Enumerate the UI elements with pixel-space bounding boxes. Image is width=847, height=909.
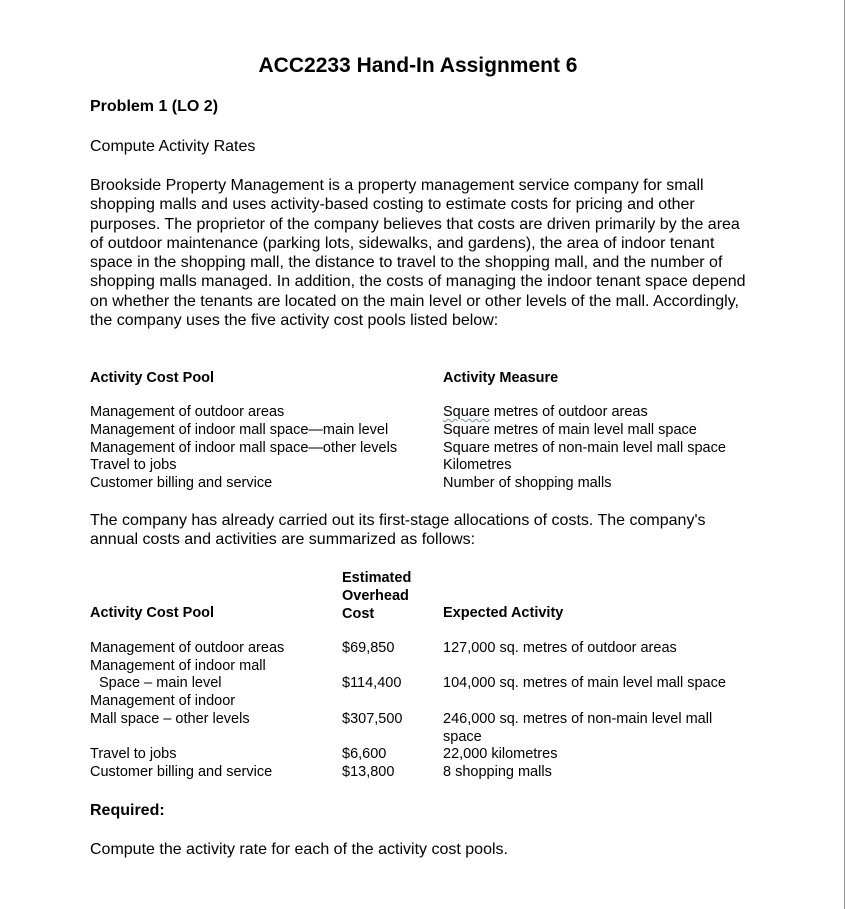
table1-pool-cell: Travel to jobs <box>90 457 177 474</box>
spellcheck-flagged-word: Square <box>443 404 490 420</box>
table2-activity-cell: 127,000 sq. metres of outdoor areas <box>443 640 677 656</box>
table1-pool-cell: Customer billing and service <box>90 475 273 492</box>
table2-pool-cell: Customer billing and service <box>90 764 273 780</box>
table2-header-cost: Estimated Overhead Cost <box>342 570 412 622</box>
summary-paragraph: The company has already carried out its first-stage allocations of costs. The company's annual costs and activities are summarized as follows: <box>90 512 706 549</box>
required-heading: Required: <box>90 802 165 819</box>
table1-measure-rest: metres of outdoor areas <box>489 404 648 420</box>
table1-measure-cell <box>443 404 726 422</box>
table2-pool-cell: Management of indoor <box>90 693 236 709</box>
table1-pool-cell: Management of indoor mall space—other levels <box>90 439 398 456</box>
table1-pool-cell: Management of indoor mall space—main level <box>90 421 389 438</box>
table2-pool-cell-line2: Space – main level <box>99 675 222 691</box>
intro-paragraph: Brookside Property Management is a property management service company for small shopping malls and uses activity-based costing to estimate costs for pricing and other purposes. The proprietor of the company believes that costs are driven primarily by the area of outdoor maintenance (parking lots, sidewalks, and gardens), the area of indoor tenant space in the shopping mall, the distance to travel to the shopping mall, and the number of shopping malls managed. In addition, the costs of managing the indoor tenant space depend on whether the tenants are located on the main level or other levels of the mall. Accordingly, the company uses the five activity cost pools listed below: <box>90 177 746 330</box>
table2-header-pool: Activity Cost Pool <box>90 605 215 621</box>
table1-measure-cell: Square metres of main level mall space <box>443 421 697 438</box>
table2-activity-cell: 22,000 kilometres <box>443 746 558 762</box>
table2-activity-cell: 8 shopping malls <box>443 764 552 780</box>
table1-pool-column <box>90 404 397 493</box>
table2-cost-cell: $6,600 <box>342 746 387 762</box>
table2-cost-cell: $114,400 <box>342 675 402 691</box>
table1-pool-cell: Management of outdoor areas <box>90 404 285 420</box>
table2-cost-cell: $13,800 <box>342 764 395 780</box>
table2-pool-cell-line2: Mall space – other levels <box>90 711 250 727</box>
table2-header-activity: Expected Activity <box>443 605 564 621</box>
table1-measure-cell: Kilometres <box>443 457 512 474</box>
problem-subtitle: Compute Activity Rates <box>90 138 256 155</box>
table2-pool-cell: Management of outdoor areas <box>90 640 285 656</box>
document-title: ACC2233 Hand-In Assignment 6 <box>258 54 578 77</box>
table2-activity-cell: 246,000 sq. metres of non-main level mall space <box>443 711 713 745</box>
table1-measure-column <box>443 404 726 493</box>
required-instruction: Compute the activity rate for each of the activity cost pools. <box>90 841 508 858</box>
table2-pool-cell: Travel to jobs <box>90 746 177 762</box>
problem-heading: Problem 1 (LO 2) <box>90 98 219 115</box>
table1-measure-cell: Square metres of non-main level mall space <box>443 439 726 456</box>
table1-header-pool: Activity Cost Pool <box>90 370 215 386</box>
table2-cost-cell: $307,500 <box>342 711 403 727</box>
table1-measure-cell: Number of shopping malls <box>443 475 612 492</box>
table1-header-measure: Activity Measure <box>443 370 559 386</box>
table2-cost-cell: $69,850 <box>342 640 395 656</box>
table2-pool-cell: Management of indoor mall <box>90 658 266 674</box>
table2-activity-cell: 104,000 sq. metres of main level mall space <box>443 675 726 691</box>
